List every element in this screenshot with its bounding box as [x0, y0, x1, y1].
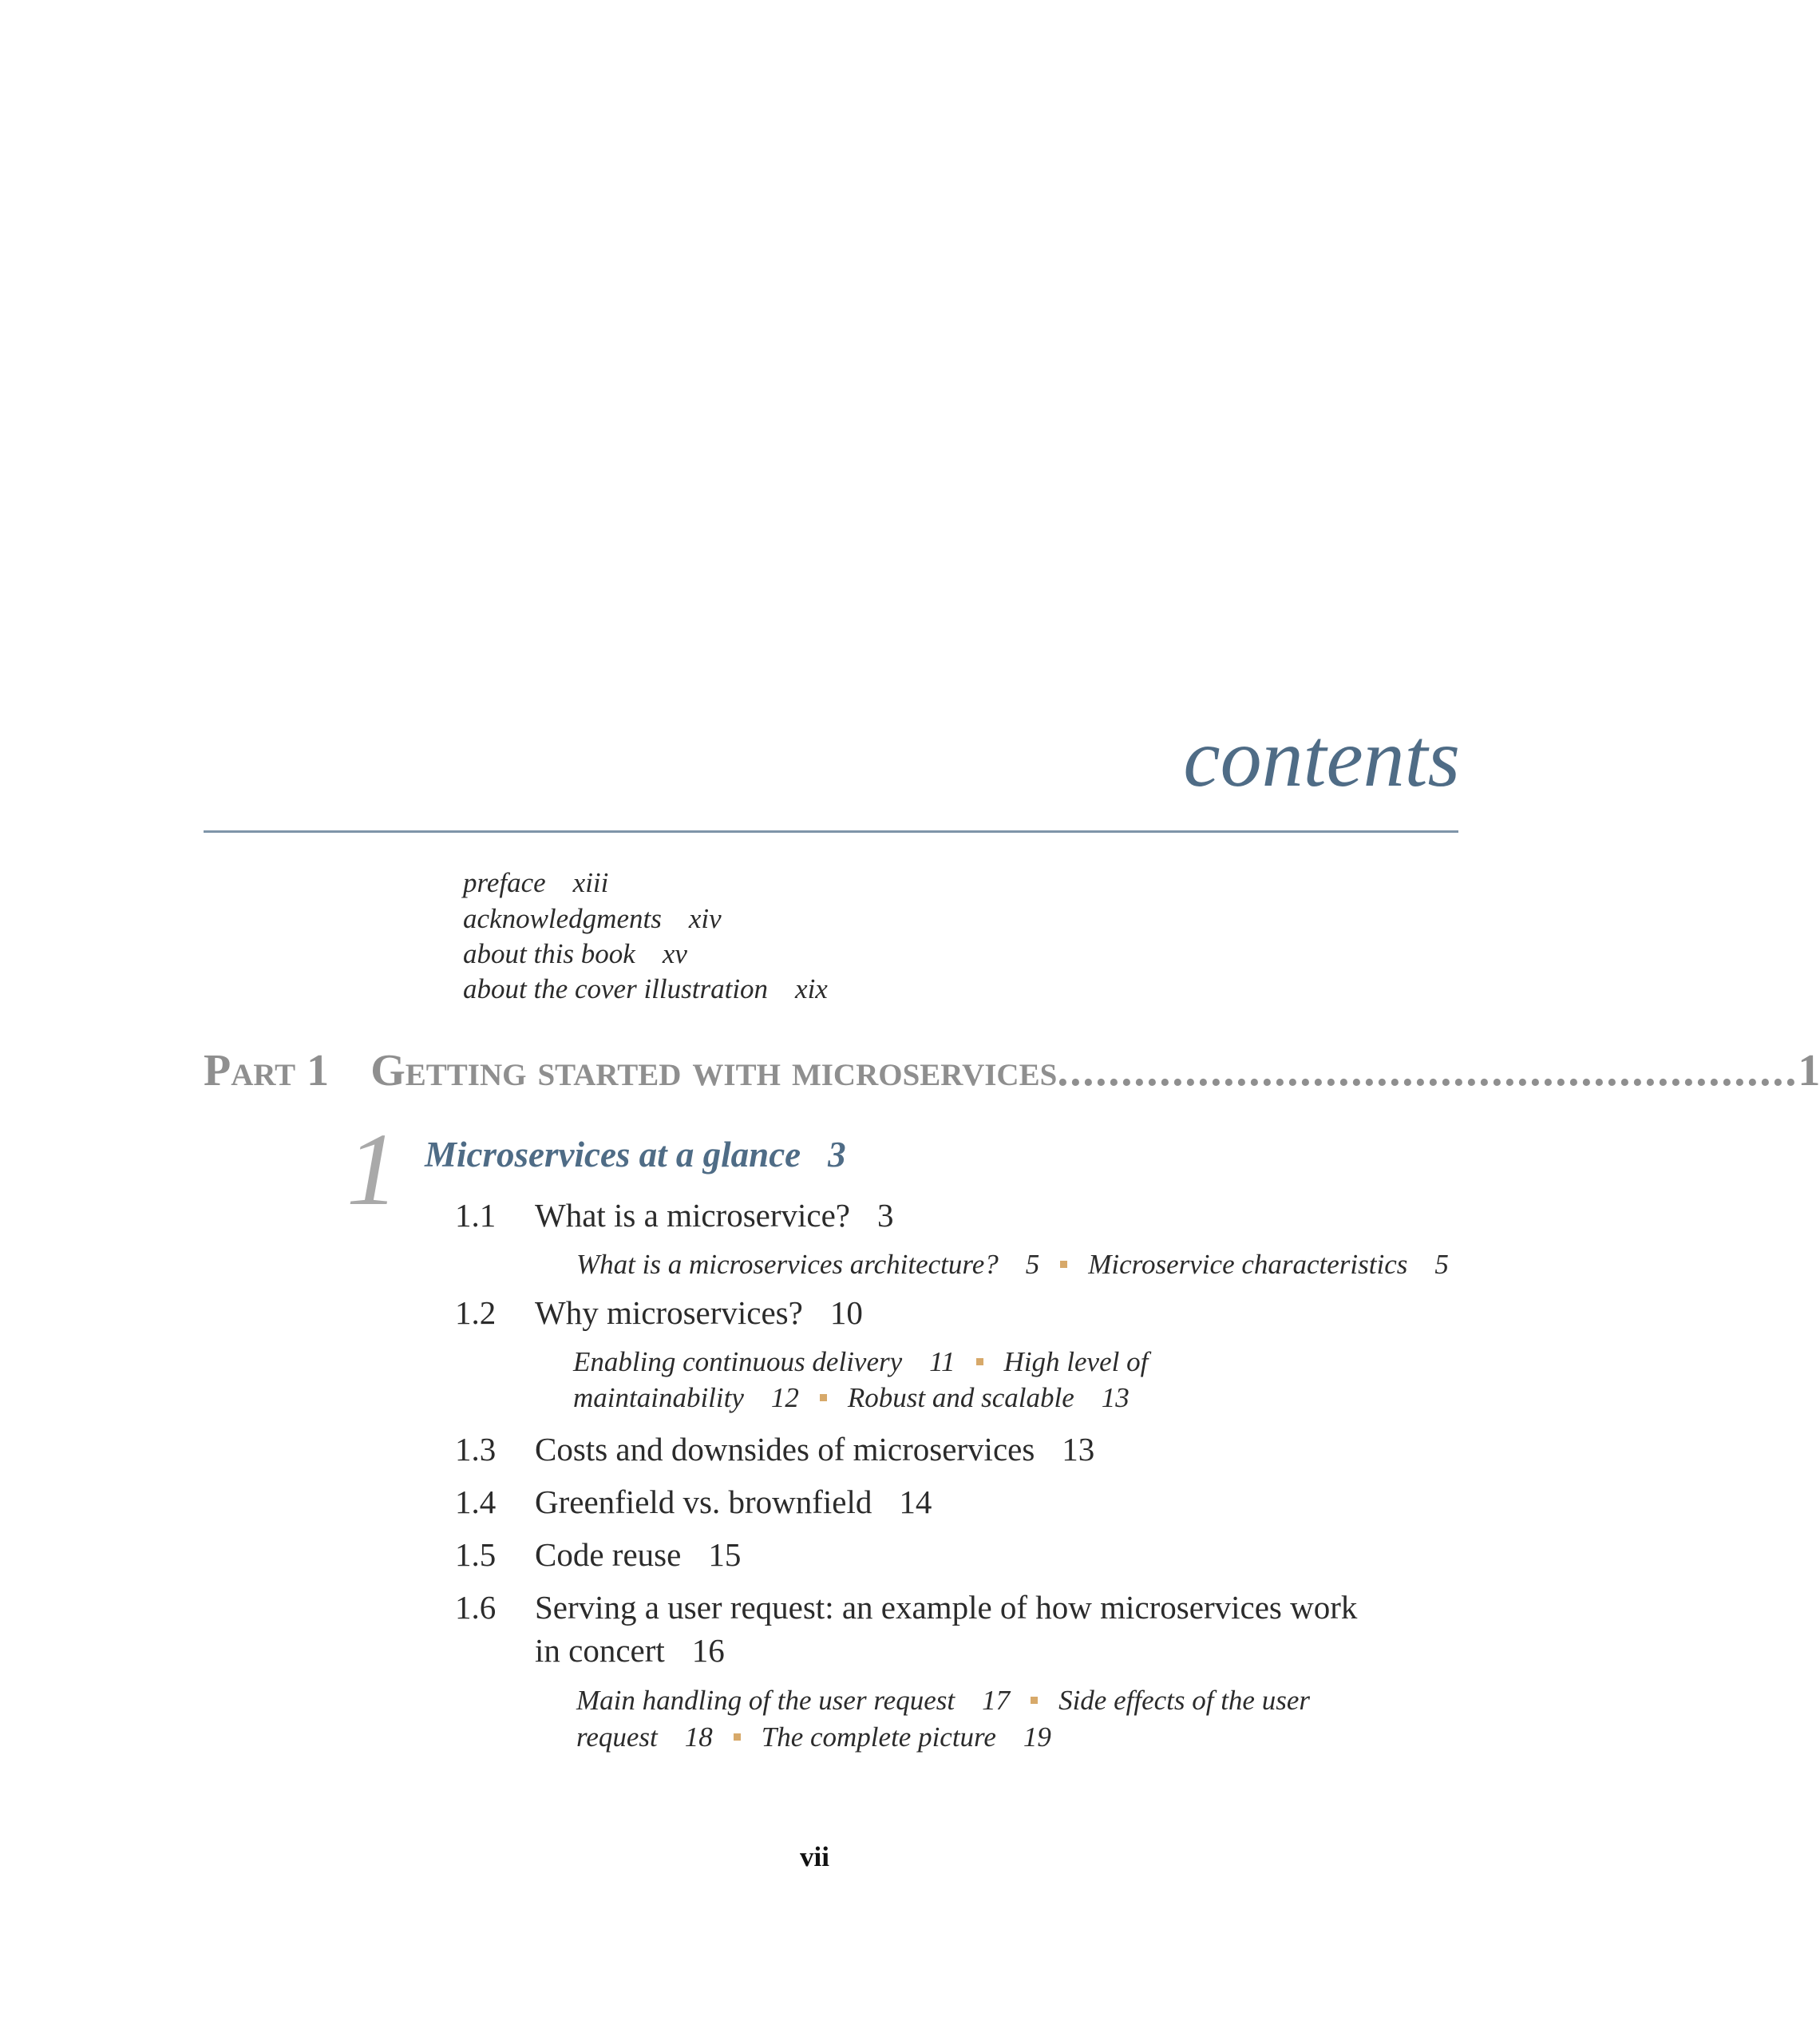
part-page: 1 [1798, 1046, 1820, 1095]
subsection-line[interactable] [573, 1384, 1130, 1412]
section-number: 1.4 [455, 1483, 497, 1520]
front-matter-label: about the cover illustration [463, 973, 769, 1004]
section-entry[interactable] [535, 1433, 1094, 1466]
subsection-title: Microservice characteristics [1088, 1249, 1408, 1280]
subsection-page: 13 [1101, 1382, 1130, 1413]
front-matter-label: preface [463, 867, 546, 898]
subsection-title: Enabling continuous delivery [573, 1346, 903, 1377]
front-matter-page: xix [795, 973, 828, 1004]
section-entry[interactable] [535, 1294, 863, 1331]
section-title: Why microservices? [535, 1294, 803, 1331]
subsection-title: The complete picture [761, 1721, 996, 1753]
section-entry[interactable] [535, 1536, 742, 1573]
front-matter-item[interactable] [463, 869, 608, 897]
subsection-page: 12 [770, 1382, 799, 1413]
subsection-title: High level of [1003, 1346, 1149, 1377]
section-number: 1.1 [455, 1197, 497, 1234]
front-matter-page: xiv [688, 903, 722, 934]
section-title: Code reuse [535, 1536, 682, 1573]
subsection-title: Side effects of the user [1058, 1685, 1310, 1716]
section-page: 10 [829, 1294, 863, 1331]
front-matter-page: xiii [572, 867, 609, 898]
section-entry-continued[interactable] [535, 1634, 725, 1667]
chapter-heading[interactable] [425, 1137, 846, 1173]
chapter-title: Microservices at a glance [425, 1135, 801, 1175]
part-heading[interactable] [204, 1046, 1820, 1095]
section-title-continued: in concert [535, 1632, 665, 1669]
subsection-line[interactable] [576, 1723, 1051, 1751]
section-title: Costs and downsides of microservices [535, 1431, 1035, 1468]
section-page: 3 [877, 1197, 894, 1234]
section-page: 15 [708, 1536, 742, 1573]
subsection-page: 5 [1025, 1249, 1040, 1280]
front-matter-item[interactable] [463, 905, 722, 933]
section-page: 14 [899, 1483, 932, 1520]
subsection-page: 11 [929, 1346, 956, 1377]
section-entry[interactable] [535, 1199, 894, 1232]
part-leader-dots: .......................................................... [1057, 1046, 1798, 1095]
section-number: 1.6 [455, 1589, 497, 1626]
subsection-line[interactable] [576, 1686, 1310, 1714]
bullet-separator [1060, 1261, 1067, 1268]
front-matter-label: about this book [463, 938, 635, 969]
bullet-separator [820, 1394, 827, 1401]
bullet-separator [976, 1358, 983, 1365]
subsection-title: maintainability [573, 1382, 744, 1413]
subsection-title: What is a microservices architecture? [576, 1249, 999, 1280]
title-rule [204, 830, 1458, 833]
subsection-line[interactable] [576, 1250, 1449, 1278]
page-number: vii [800, 1841, 829, 1872]
section-number: 1.5 [455, 1536, 497, 1573]
section-entry[interactable] [535, 1591, 1357, 1624]
chapter-number: 1 [346, 1112, 398, 1227]
subsection-page: 19 [1023, 1721, 1051, 1753]
front-matter-item[interactable] [463, 940, 687, 968]
bullet-separator [734, 1733, 741, 1741]
subsection-title: request [576, 1721, 658, 1753]
section-number: 1.2 [455, 1294, 497, 1331]
subsection-page: 5 [1434, 1249, 1449, 1280]
subsection-title: Robust and scalable [847, 1382, 1074, 1413]
front-matter-item[interactable] [463, 975, 828, 1003]
section-entry[interactable] [535, 1483, 932, 1520]
section-title: What is a microservice? [535, 1197, 851, 1234]
section-number: 1.3 [455, 1431, 497, 1468]
section-page: 13 [1062, 1431, 1095, 1468]
part-title: Getting started with microservices [370, 1046, 1058, 1095]
section-title: Serving a user request: an example of how microservices work [535, 1589, 1358, 1626]
subsection-page: 17 [982, 1685, 1011, 1716]
front-matter-label: acknowledgments [463, 903, 662, 934]
section-page: 16 [691, 1632, 725, 1669]
subsection-page: 18 [684, 1721, 713, 1753]
page-title: contents [1183, 712, 1460, 804]
section-title: Greenfield vs. brownfield [535, 1483, 872, 1520]
front-matter-page: xv [662, 938, 687, 969]
part-label: Part 1 [204, 1046, 330, 1095]
bullet-separator [1031, 1697, 1038, 1704]
subsection-line[interactable] [573, 1348, 1148, 1376]
chapter-page: 3 [828, 1135, 846, 1175]
subsection-title: Main handling of the user request [576, 1685, 956, 1716]
